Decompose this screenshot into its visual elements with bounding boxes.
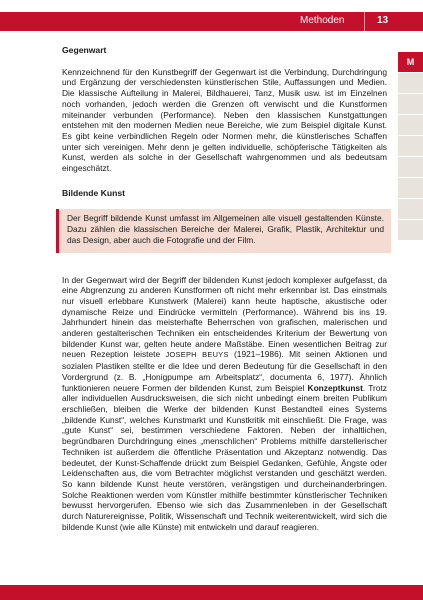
heading-gegenwart: Gegenwart <box>62 45 107 55</box>
definition-box: Der Begriff bildende Kunst umfasst im Allgemeinen alle visuell gestaltenden Künste. Dazu zählen die klassischen Bereiche der Malerei, Grafik, Plastik, Architektur und das Design, aber auch die Fotografie und der Film. <box>56 209 391 252</box>
chapter-tab[interactable] <box>398 157 423 177</box>
key-term: Konzeptkunst <box>307 382 363 393</box>
paragraph-text: . Trotz aller individuellen Ausdrucksweisen, die sich nicht unbedingt einem breiten Publikum erschließen, bleiben die Werke der bildenden Kunst Bestandteil eines Systems „bildende Kunst“, welches Kunstmarkt und Kunstkritik mit einschließt. Die Frage, was „gute Kunst“ sei, bestimmen verschiedene Faktoren. Neben der inhaltlichen, begründbaren Durchdringung eines „menschlichen“ Problems mithilfe darstellerischer Techniken ist außerdem die öffentliche Präsentation und Akzeptanz notwendig. Das bedeutet, der Kunst-Schaffende drückt zum Beispiel Gedanken, Gefühle, Ängste oder Leidenschaften aus, die vom Betrachter möglichst verstanden und geschätzt werden. So kann bildende Kunst heute verstören, verängstigen und durcheinanderbringen. Solche Reaktionen werden vom Künstler mithilfe bestimmter künstlerischer Techniken bewusst hervorgerufen. Ebenso wie sich das Zusammenleben in der Gesellschaft durch Naturereignisse, Politik, Wissenschaft und Technik weiterentwickelt, wird sich die bildende Kunst (wie alle Künste) mit entwickeln und darauf reagieren. <box>62 382 387 532</box>
paragraph-bildende-kunst <box>62 275 387 533</box>
chapter-tab[interactable] <box>398 73 423 93</box>
artist-name: JOSEPH BEUYS <box>165 350 229 360</box>
footer-bar <box>0 585 423 600</box>
header-divider <box>364 12 365 31</box>
chapter-tab-active[interactable]: M <box>398 52 423 72</box>
paragraph-text: In der Gegenwart wird der Begriff der bildenden Kunst jedoch komplexer aufgefasst, da eine Abgrenzung zu anderen Kunstformen oft nicht mehr erkennbar ist. Das einstmals nur visuell erlebbare Kunstwerk (Malerei) kann heute haptische, akustische oder dynamische Reize und Eindrücke vermitteln (Performance). Während bis ins 19. Jahrhundert hinein das meisterhafte Beherrschen von grafischen, malerischen und anderen gestalterischen Techniken ein entscheidendes Kriterium der Bewertung von bildender Kunst war, gelten heute andere Maßstäbe. Einen wesentlichen Beitrag zur neuen Rezeption leistete <box>62 274 387 360</box>
heading-bildende-kunst: Bildende Kunst <box>62 187 126 198</box>
header-bar <box>0 12 423 31</box>
chapter-tabs <box>398 52 423 241</box>
paragraph-gegenwart: Kennzeichnend für den Kunstbegriff der Gegenwart ist die Verbindung, Durchdringung und Ergänzung der verschiedensten künstlerischen Stile, Auffassungen und Medien. Die klassische Aufteilung in Malerei, Bildhauerei, Tanz, Musik usw. ist im Einzelnen noch vorhanden, jedoch werden die Grenzen oft verwischt und die Kunstformen miteinander verbunden (Performance). Neben den klassischen Kunstgattungen entstehen mit den modernen Medien neue Bereiche, wie zum Beispiel digitale Kunst. Es gibt keine verbindlichen Regeln oder Normen mehr, die künstlerisches Schaffen unter sich vereinigen. Mehr denn je gelten individuelle, schöpferische Tätigkeiten als Kunst, werden als solche in der Gesellschaft wahrgenommen und als bedeutsam eingeschätzt. <box>62 66 387 174</box>
chapter-tab[interactable] <box>398 178 423 198</box>
chapter-tab[interactable] <box>398 136 423 156</box>
page-number: 13 <box>377 15 389 26</box>
chapter-tab[interactable] <box>398 199 423 219</box>
page-content <box>62 45 387 532</box>
paragraph-text: (1921–1986). Mit seinen Aktionen und sozialen Plastiken stellte er die Idee und deren Bedeutung für die Gesellschaft in den Vordergrund (z. B. „Honigpumpe am Arbeitsplatz“, documenta 6, 1977). Ähnlich funktionieren neuere Formen der bildenden Kunst, zum Beispiel <box>62 349 388 393</box>
section-title: Methoden <box>300 15 345 26</box>
chapter-tab[interactable] <box>398 94 423 114</box>
chapter-tab[interactable] <box>398 115 423 135</box>
chapter-tab[interactable] <box>398 220 423 240</box>
